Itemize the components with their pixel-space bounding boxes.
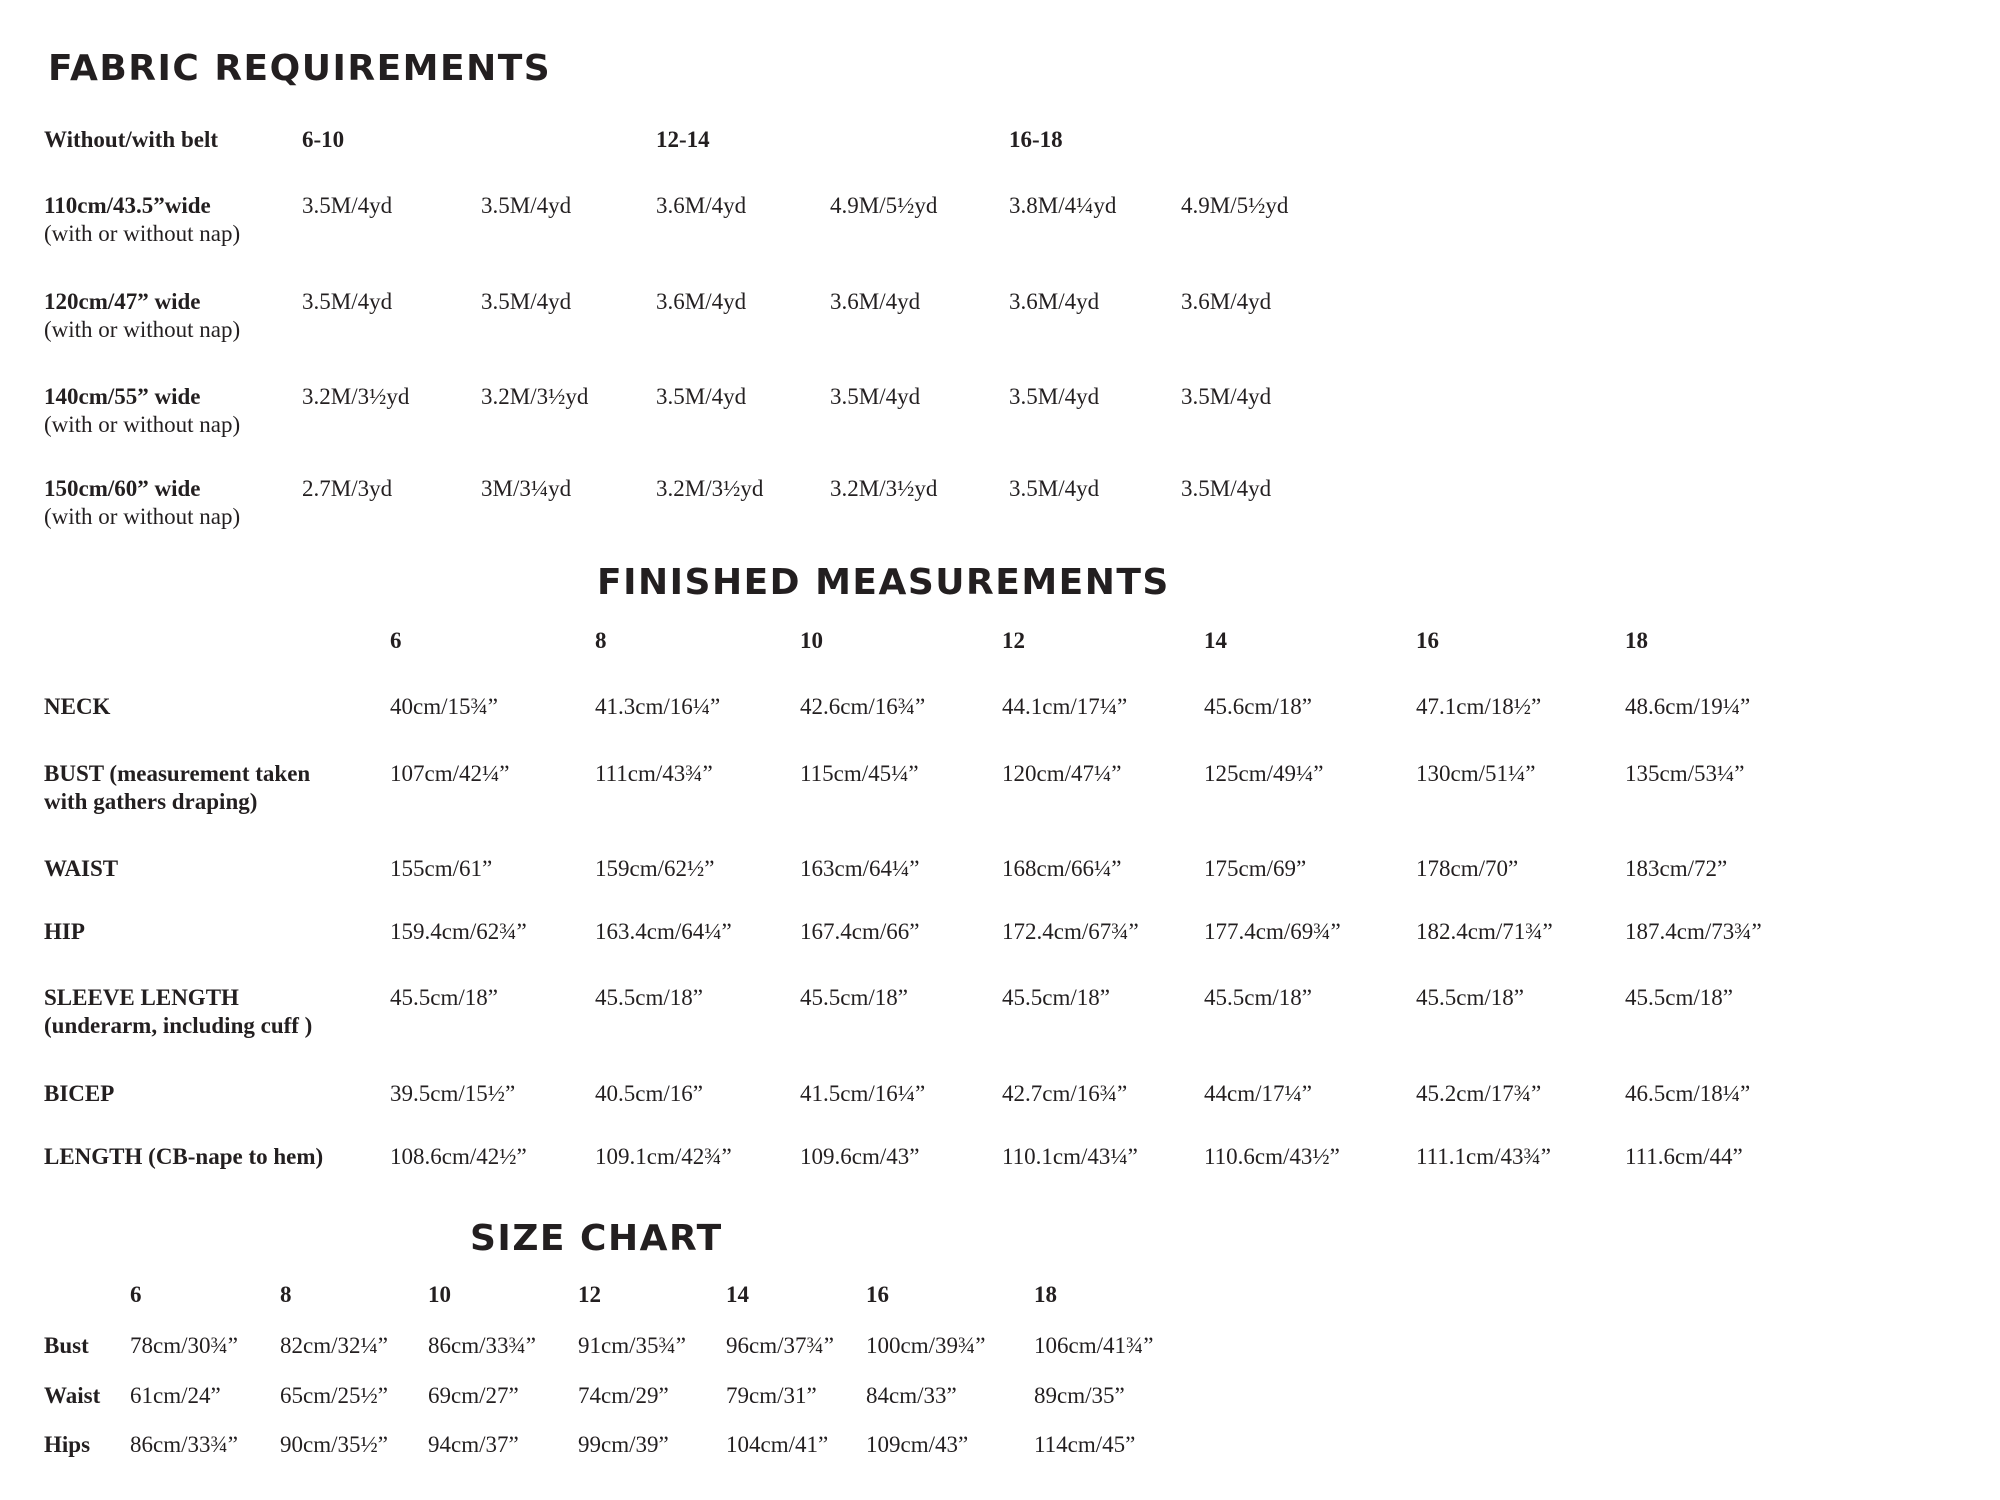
row-label-line2: (with or without nap) [44,504,241,529]
finished-cell: 44.1cm/17¼” [1002,694,1128,719]
finished-cell: 111.6cm/44” [1625,1144,1743,1169]
finished-row-label [44,856,118,884]
finished-cell: 110.1cm/43¼” [1002,1144,1138,1169]
size-chart-cell: 100cm/39¾” [866,1333,986,1358]
fabric-cell: 2.7M/3yd [302,476,393,501]
size-chart-cell: 89cm/35” [1034,1383,1125,1408]
fabric-cell: 4.9M/5½yd [830,193,938,218]
finished-cell: 45.5cm/18” [1002,985,1110,1010]
finished-cell: 159.4cm/62¾” [390,919,527,944]
row-label-line1: BUST (measurement taken [44,761,311,786]
fabric-cell: 3M/3¼yd [481,476,572,501]
finished-cell: 45.5cm/18” [1625,985,1733,1010]
finished-cell: 111cm/43¾” [595,761,713,786]
finished-cell: 48.6cm/19¼” [1625,694,1751,719]
fabric-cell: 3.2M/3½yd [656,476,764,501]
size-chart-cell: 74cm/29” [578,1383,669,1408]
row-label-line1: 140cm/55” wide [44,384,201,409]
fabric-cell: 3.5M/4yd [830,384,921,409]
finished-cell: 110.6cm/43½” [1204,1144,1340,1169]
size-chart-cell: 69cm/27” [428,1383,519,1408]
fabric-cell: 3.6M/4yd [830,289,921,314]
size-chart-cell: 104cm/41” [726,1432,829,1457]
fabric-cell: 3.5M/4yd [481,289,572,314]
finished-cell: 42.7cm/16¾” [1002,1081,1128,1106]
size-chart-cell: 99cm/39” [578,1432,669,1457]
fabric-cell: 3.2M/3½yd [481,384,589,409]
size-chart-cell: 84cm/33” [866,1383,957,1408]
finished-cell: 45.5cm/18” [595,985,703,1010]
size-chart-cell: 90cm/35½” [280,1432,388,1457]
finished-cell: 45.5cm/18” [1416,985,1524,1010]
finished-cell: 177.4cm/69¾” [1204,919,1341,944]
finished-cell: 130cm/51¼” [1416,761,1536,786]
size-chart-title: SIZE CHART [470,1218,723,1259]
finished-cell: 182.4cm/71¾” [1416,919,1553,944]
row-label-line2: with gathers draping) [44,789,258,814]
size-chart-cell: 82cm/32¼” [280,1333,388,1358]
fabric-cell: 3.6M/4yd [656,193,747,218]
size-chart-cell: 114cm/45” [1034,1432,1136,1457]
size-chart-cell: 65cm/25½” [280,1383,388,1408]
fabric-cell: 3.8M/4¼yd [1009,193,1117,218]
row-label-line2: (with or without nap) [44,317,241,342]
fabric-cell: 3.2M/3½yd [830,476,938,501]
fabric-requirements-title: FABRIC REQUIREMENTS [48,48,552,89]
finished-cell: 108.6cm/42½” [390,1144,527,1169]
finished-cell: 183cm/72” [1625,856,1728,881]
size-chart-cell: 91cm/35¾” [578,1333,686,1358]
size-chart-row-label: Hips [44,1432,91,1457]
finished-size-header: 16 [1416,628,1439,653]
fabric-cell: 3.5M/4yd [302,289,393,314]
fabric-cell: 3.6M/4yd [656,289,747,314]
size-chart-cell: 86cm/33¾” [428,1333,536,1358]
finished-cell: 109.1cm/42¾” [595,1144,732,1169]
fabric-size-group: 6-10 [302,127,345,152]
finished-cell: 159cm/62½” [595,856,715,881]
row-label-line2: (underarm, including cuff ) [44,1013,313,1038]
finished-cell: 155cm/61” [390,856,493,881]
finished-cell: 163cm/64¼” [800,856,920,881]
finished-size-header: 12 [1002,628,1025,653]
finished-cell: 45.5cm/18” [390,985,498,1010]
size-chart-header: 6 [130,1282,142,1307]
size-chart-header: 14 [726,1282,749,1307]
size-chart-cell: 106cm/41¾” [1034,1333,1154,1358]
finished-cell: 111.1cm/43¾” [1416,1144,1551,1169]
fabric-cell: 3.5M/4yd [302,193,393,218]
finished-size-header: 6 [390,628,402,653]
row-label-line1: WAIST [44,856,119,881]
fabric-cell: 3.6M/4yd [1009,289,1100,314]
finished-cell: 44cm/17¼” [1204,1081,1312,1106]
finished-size-header: 10 [800,628,823,653]
fabric-cell: 3.5M/4yd [1009,476,1100,501]
finished-cell: 42.6cm/16¾” [800,694,926,719]
size-chart-cell: 109cm/43” [866,1432,969,1457]
size-chart-cell: 78cm/30¾” [130,1333,238,1358]
fabric-cell: 4.9M/5½yd [1181,193,1289,218]
finished-row-label [44,919,85,947]
finished-cell: 47.1cm/18½” [1416,694,1542,719]
size-chart-cell: 96cm/37¾” [726,1333,834,1358]
row-label-line1: 120cm/47” wide [44,289,201,314]
fabric-cell: 3.5M/4yd [1009,384,1100,409]
size-chart-header: 18 [1034,1282,1057,1307]
finished-cell: 45.2cm/17¾” [1416,1081,1542,1106]
finished-cell: 41.3cm/16¼” [595,694,721,719]
finished-cell: 175cm/69” [1204,856,1307,881]
finished-cell: 46.5cm/18¼” [1625,1081,1751,1106]
row-label-line1: 110cm/43.5”wide [44,193,211,218]
fabric-size-group: 12-14 [656,127,710,152]
finished-size-header: 18 [1625,628,1648,653]
fabric-cell: 3.5M/4yd [656,384,747,409]
finished-cell: 167.4cm/66” [800,919,920,944]
fabric-cell: 3.5M/4yd [481,193,572,218]
finished-cell: 107cm/42¼” [390,761,510,786]
finished-cell: 109.6cm/43” [800,1144,920,1169]
row-label-line2: (with or without nap) [44,221,241,246]
size-chart-header: 12 [578,1282,601,1307]
size-chart-cell: 79cm/31” [726,1383,817,1408]
size-chart-cell: 94cm/37” [428,1432,519,1457]
finished-row-label [44,694,110,722]
finished-cell: 40.5cm/16” [595,1081,703,1106]
finished-measurements-title: FINISHED MEASUREMENTS [597,562,1170,603]
finished-row-label [44,1144,323,1172]
fabric-row-label [44,476,240,530]
finished-cell: 115cm/45¼” [800,761,919,786]
fabric-size-group: 16-18 [1009,127,1063,152]
finished-cell: 40cm/15¾” [390,694,498,719]
finished-cell: 45.6cm/18” [1204,694,1312,719]
size-chart-row-label: Waist [44,1383,101,1408]
finished-row-label [44,985,312,1039]
fabric-cell: 3.2M/3½yd [302,384,410,409]
finished-cell: 45.5cm/18” [1204,985,1312,1010]
finished-cell: 125cm/49¼” [1204,761,1324,786]
fabric-header-label: Without/with belt [44,127,219,152]
finished-row-label [44,761,310,815]
finished-cell: 172.4cm/67¾” [1002,919,1139,944]
fabric-cell: 3.6M/4yd [1181,289,1272,314]
finished-row-label [44,1081,114,1109]
finished-cell: 178cm/70” [1416,856,1519,881]
finished-cell: 120cm/47¼” [1002,761,1122,786]
fabric-cell: 3.5M/4yd [1181,476,1272,501]
fabric-row-label [44,289,240,343]
size-chart-header: 10 [428,1282,451,1307]
size-chart-cell: 86cm/33¾” [130,1432,238,1457]
row-label-line1: 150cm/60” wide [44,476,201,501]
fabric-row-label [44,193,240,247]
row-label-line1: BICEP [44,1081,115,1106]
row-label-line1: LENGTH (CB-nape to hem) [44,1144,324,1169]
finished-cell: 41.5cm/16¼” [800,1081,926,1106]
fabric-cell: 3.5M/4yd [1181,384,1272,409]
row-label-line1: SLEEVE LENGTH [44,985,239,1010]
size-chart-cell: 61cm/24” [130,1383,221,1408]
finished-cell: 39.5cm/15½” [390,1081,516,1106]
row-label-line1: HIP [44,919,85,944]
size-chart-header: 16 [866,1282,889,1307]
finished-cell: 135cm/53¼” [1625,761,1745,786]
finished-cell: 45.5cm/18” [800,985,908,1010]
fabric-row-label [44,384,240,438]
row-label-line2: (with or without nap) [44,412,241,437]
finished-cell: 187.4cm/73¾” [1625,919,1762,944]
finished-cell: 168cm/66¼” [1002,856,1122,881]
finished-size-header: 14 [1204,628,1227,653]
size-chart-header: 8 [280,1282,292,1307]
size-chart-row-label: Bust [44,1333,89,1358]
finished-cell: 163.4cm/64¼” [595,919,732,944]
row-label-line1: NECK [44,694,111,719]
finished-size-header: 8 [595,628,607,653]
